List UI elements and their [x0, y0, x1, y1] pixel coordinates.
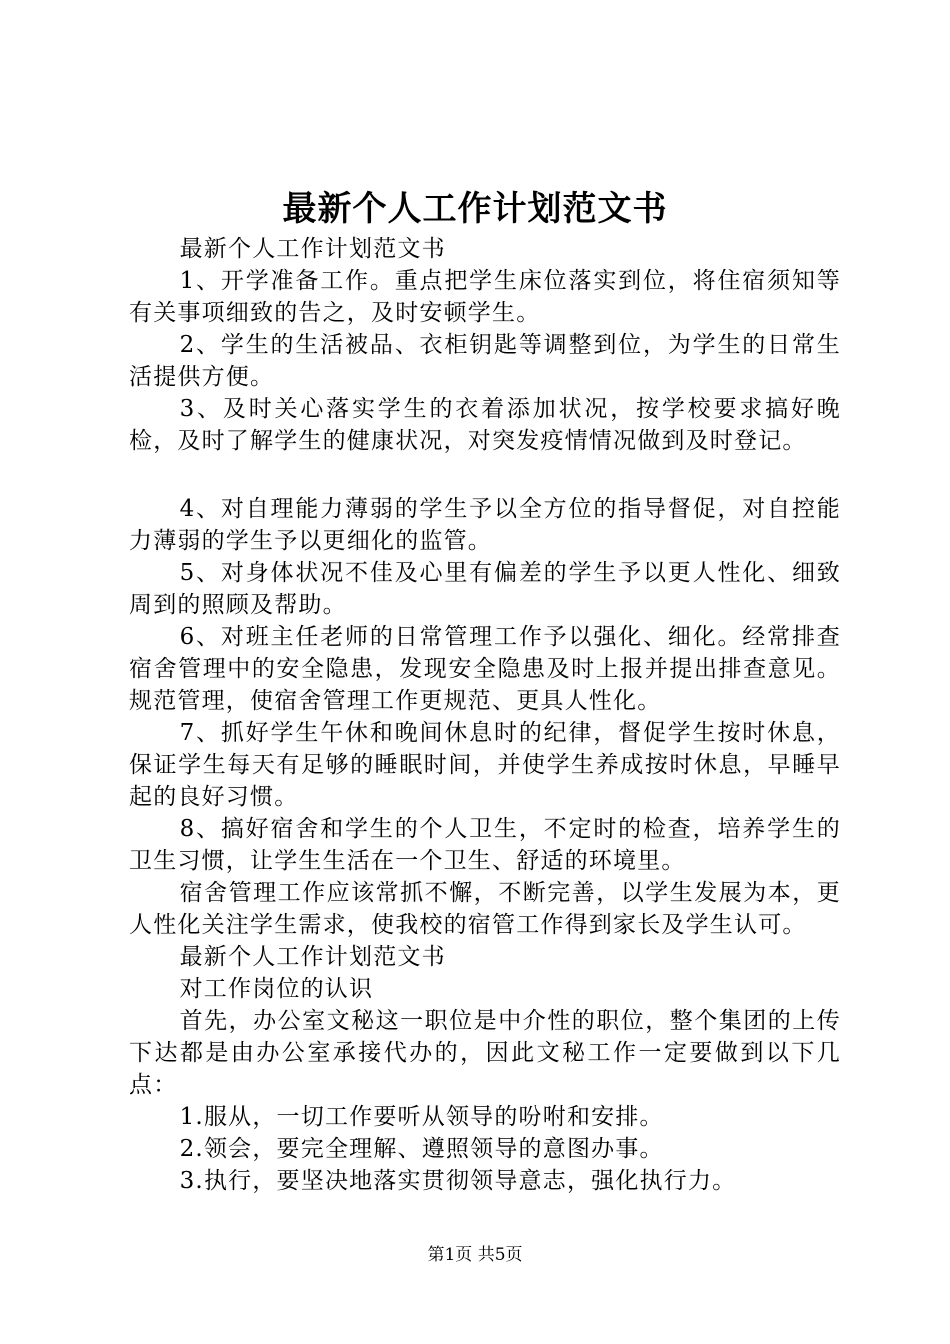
paragraph-point-3: 3.执行，要坚决地落实贯彻领导意志，强化执行力。	[179, 1168, 737, 1194]
page-number-footer: 第1页 共5页	[427, 1245, 523, 1265]
paragraph-section-title: 最新个人工作计划范文书	[179, 944, 446, 970]
paragraph-item-3: 3、及时关心落实学生的衣着添加状况，按学校要求搞好晚检，及时了解学生的健康状况，对突发疫情情况做到及时登记。	[129, 396, 841, 454]
paragraph-item-2: 2、学生的生活被品、衣柜钥匙等调整到位，为学生的日常生活提供方便。	[129, 332, 841, 390]
paragraph-item-7: 7、抓好学生午休和晚间休息时的纪律，督促学生按时休息，保证学生每天有足够的睡眠时间，并使学生养成按时休息，早睡早起的良好习惯。	[129, 720, 841, 810]
paragraph-item-4: 4、对自理能力薄弱的学生予以全方位的指导督促，对自控能力薄弱的学生予以更细化的监管。	[129, 496, 841, 554]
paragraph-section-heading: 对工作岗位的认识	[179, 976, 374, 1002]
paragraph-item-1: 1、开学准备工作。重点把学生床位落实到位，将住宿须知等有关事项细致的告之，及时安顿学生。	[129, 268, 841, 326]
paragraph-item-5: 5、对身体状况不佳及心里有偏差的学生予以更人性化、细致周到的照顾及帮助。	[129, 560, 841, 618]
paragraph-subtitle: 最新个人工作计划范文书	[179, 236, 446, 262]
paragraph-intro: 首先，办公室文秘这一职位是中介性的职位，整个集团的上传下达都是由办公室承接代办的，因此文秘工作一定要做到以下几点：	[129, 1008, 841, 1098]
paragraph-point-1: 1.服从，一切工作要听从领导的吩咐和安排。	[179, 1104, 664, 1130]
paragraph-item-8: 8、搞好宿舍和学生的个人卫生，不定时的检查，培养学生的卫生习惯，让学生生活在一个卫生、舒适的环境里。	[129, 816, 841, 874]
paragraph-summary: 宿舍管理工作应该常抓不懈，不断完善，以学生发展为本，更人性化关注学生需求，使我校的宿管工作得到家长及学生认可。	[129, 880, 841, 938]
document-body	[129, 233, 841, 1197]
document-title: 最新个人工作计划范文书	[282, 189, 668, 229]
paragraph-point-2: 2.领会，要完全理解、遵照领导的意图办事。	[179, 1136, 664, 1162]
paragraph-item-6: 6、对班主任老师的日常管理工作予以强化、细化。经常排查宿舍管理中的安全隐患，发现安全隐患及时上报并提出排查意见。规范管理，使宿舍管理工作更规范、更具人性化。	[129, 624, 841, 714]
